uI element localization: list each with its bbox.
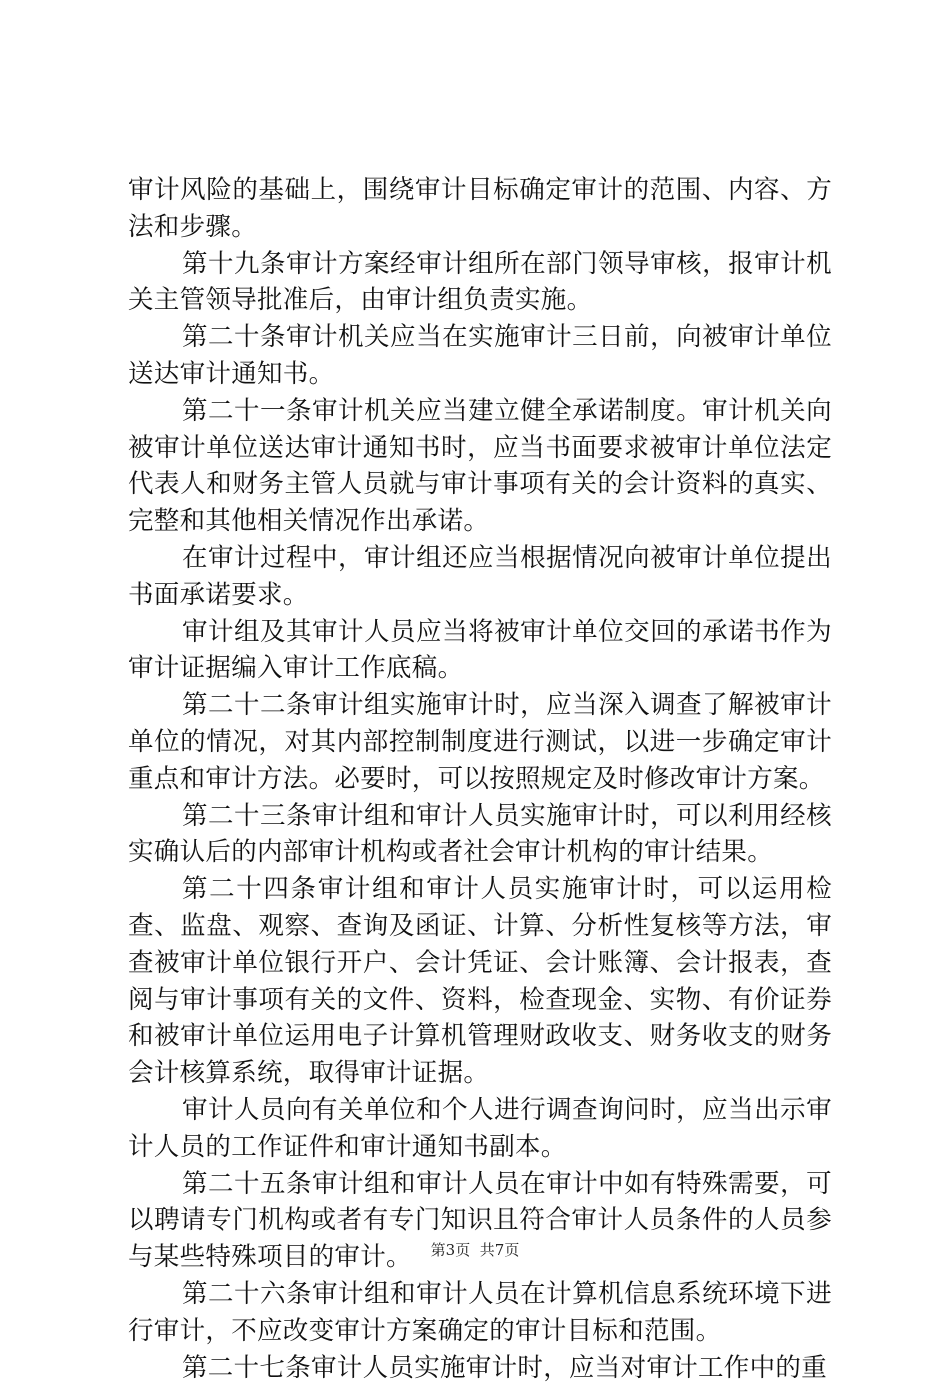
total-pages: 7	[495, 1241, 505, 1259]
paragraph: 第二十一条审计机关应当建立健全承诺制度。审计机关向被审计单位送达审计通知书时，应当书面要求被审计单位法定代表人和财务主管人员就与审计事项有关的会计资料的真实、完整和其他相关情况作出承诺。	[128, 393, 832, 540]
page-number-prefix: 第	[431, 1241, 446, 1259]
paragraph: 第二十五条审计组和审计人员在审计中如有特殊需要，可以聘请专门机构或者有专门知识且符合审计人员条件的人员参与某些特殊项目的审计。	[128, 1166, 832, 1276]
paragraph: 审计风险的基础上，围绕审计目标确定审计的范围、内容、方法和步骤。	[128, 172, 832, 246]
total-pages-prefix: 共	[480, 1241, 495, 1259]
paragraph: 审计人员向有关单位和个人进行调查询问时，应当出示审计人员的工作证件和审计通知书副本。	[128, 1092, 832, 1166]
paragraph: 第二十七条审计人员实施审计时，应当对审计工作中的重	[128, 1350, 832, 1386]
paragraph: 第二十六条审计组和审计人员在计算机信息系统环境下进行审计，不应改变审计方案确定的审计目标和范围。	[128, 1276, 832, 1350]
paragraph: 第十九条审计方案经审计组所在部门领导审核，报审计机关主管领导批准后，由审计组负责实施。	[128, 246, 832, 320]
total-pages-suffix: 页	[504, 1241, 519, 1259]
paragraph: 第二十三条审计组和审计人员实施审计时，可以利用经核实确认后的内部审计机构或者社会审计机构的审计结果。	[128, 798, 832, 872]
paragraph: 第二十二条审计组实施审计时，应当深入调查了解被审计单位的情况，对其内部控制制度进行测试，以进一步确定审计重点和审计方法。必要时，可以按照规定及时修改审计方案。	[128, 687, 832, 797]
document-body	[128, 172, 832, 1386]
paragraph: 第二十四条审计组和审计人员实施审计时，可以运用检查、监盘、观察、查询及函证、计算、分析性复核等方法，审查被审计单位银行开户、会计凭证、会计账簿、会计报表，查阅与审计事项有关的文件、资料，检查现金、实物、有价证券和被审计单位运用电子计算机管理财政收支、财务收支的财务会计核算系统，取得审计证据。	[128, 871, 832, 1092]
page-footer	[0, 1240, 950, 1260]
paragraph: 审计组及其审计人员应当将被审计单位交回的承诺书作为审计证据编入审计工作底稿。	[128, 614, 832, 688]
page-number: 3	[446, 1241, 456, 1259]
page-number-suffix: 页	[455, 1241, 470, 1259]
paragraph: 第二十条审计机关应当在实施审计三日前，向被审计单位送达审计通知书。	[128, 319, 832, 393]
paragraph: 在审计过程中，审计组还应当根据情况向被审计单位提出书面承诺要求。	[128, 540, 832, 614]
